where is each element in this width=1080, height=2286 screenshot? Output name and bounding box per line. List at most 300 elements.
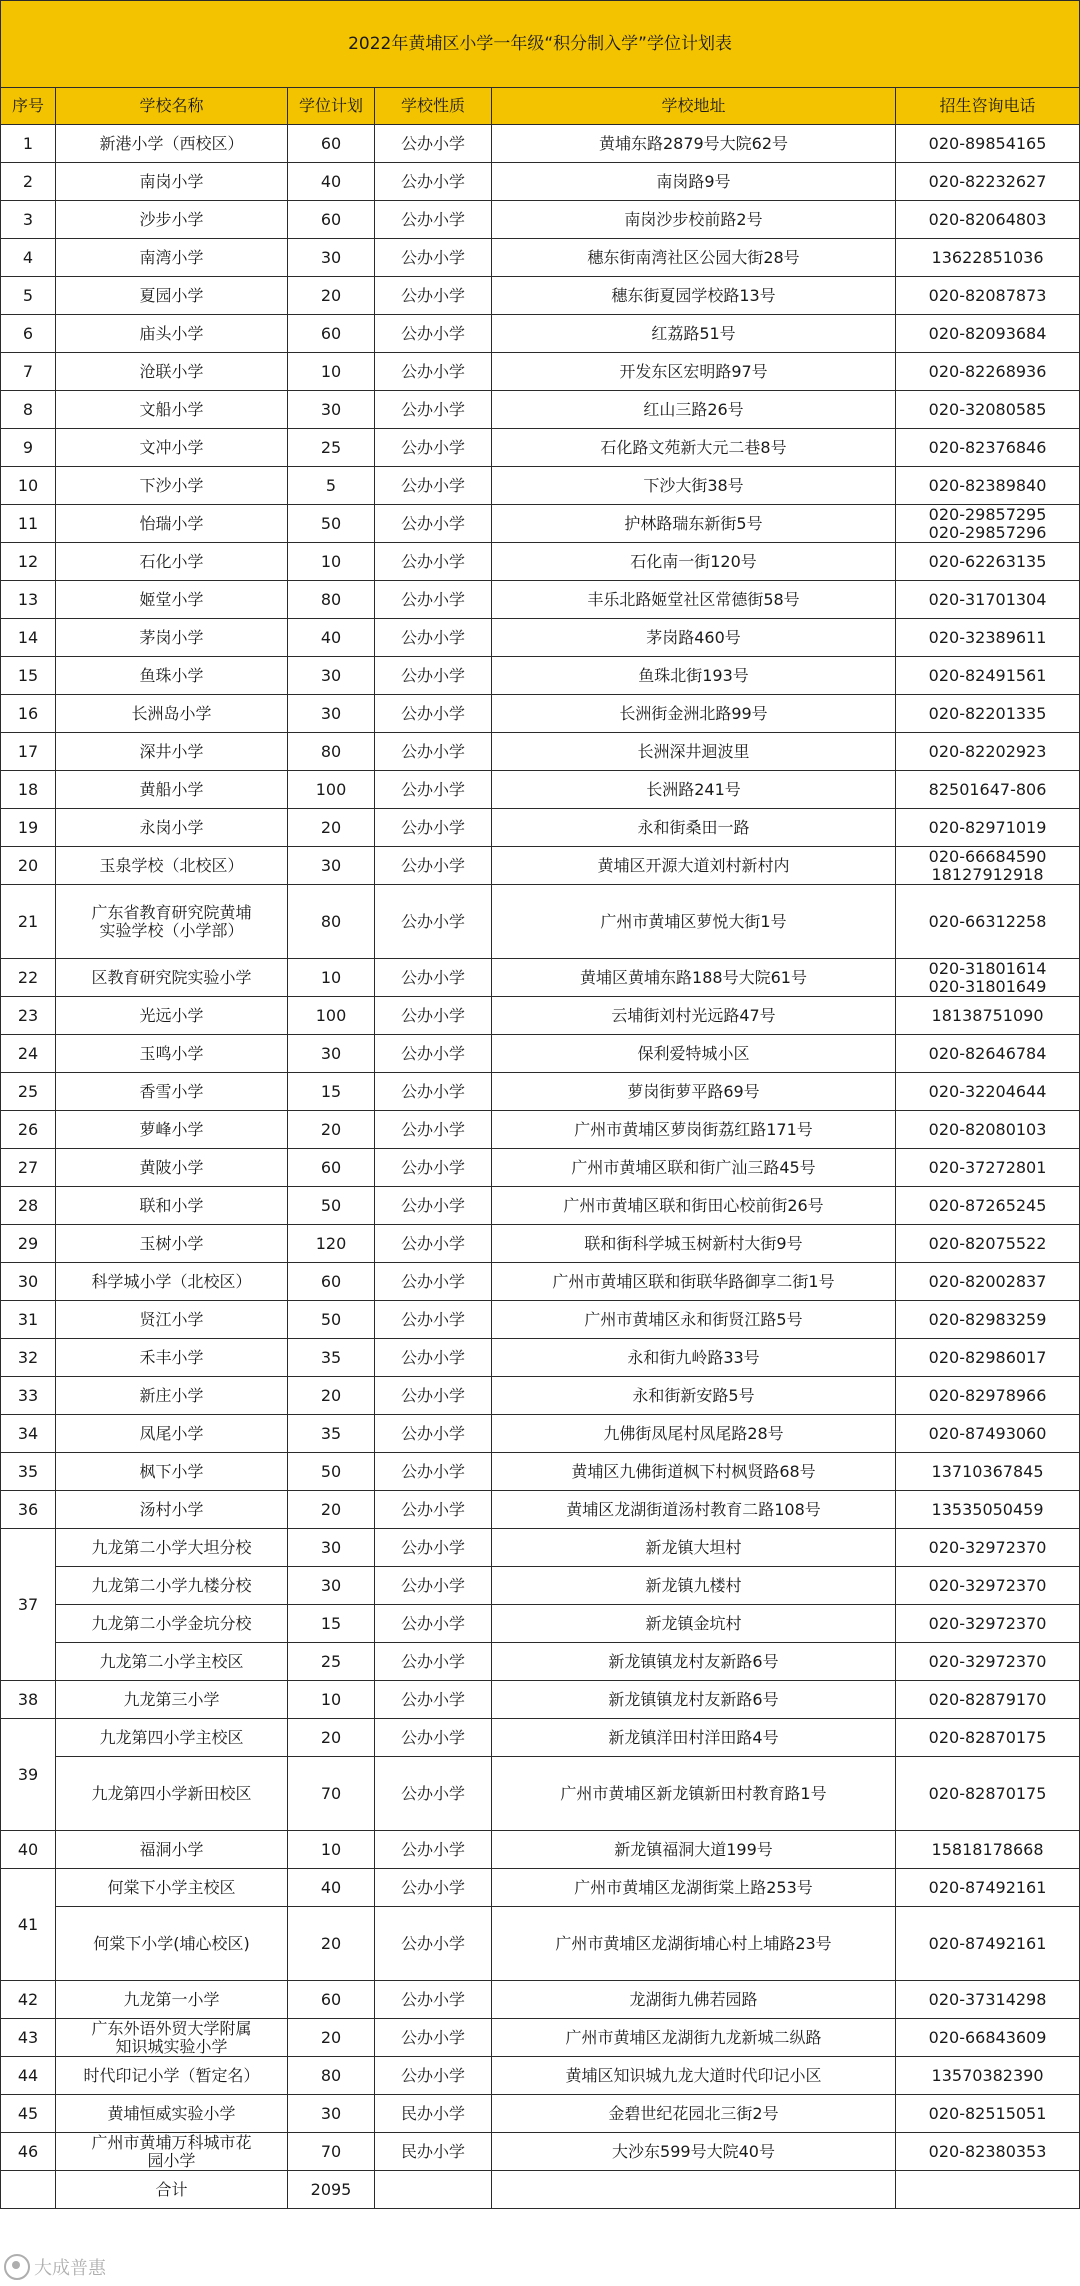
- table-row: [1, 1415, 1080, 1453]
- cell-plan: 120: [288, 1225, 375, 1263]
- cell-no: 42: [1, 1981, 56, 2019]
- cell-phone: [896, 2095, 1080, 2133]
- cell-phone: [896, 1377, 1080, 1415]
- cell-plan: 25: [288, 429, 375, 467]
- cell-no: 22: [1, 959, 56, 997]
- cell-no: 6: [1, 315, 56, 353]
- cell-address: 石化路文苑新大元二巷8号: [492, 429, 896, 467]
- phone-line: 020-82389840: [928, 475, 1047, 495]
- cell-no: 12: [1, 543, 56, 581]
- school-name-line: 知识城实验小学: [115, 2036, 228, 2056]
- cell-type: 公办小学: [375, 1757, 492, 1831]
- cell-no: 30: [1, 1263, 56, 1301]
- cell-school-name: 九龙第二小学金坑分校: [56, 1605, 288, 1643]
- cell-phone: [896, 1981, 1080, 2019]
- cell-type: 民办小学: [375, 2133, 492, 2171]
- phone-line: 020-32972370: [928, 1651, 1047, 1671]
- cell-no: 11: [1, 505, 56, 543]
- cell-school-name: 九龙第二小学主校区: [56, 1643, 288, 1681]
- cell-phone: [896, 543, 1080, 581]
- cell-school-name: 九龙第二小学九楼分校: [56, 1567, 288, 1605]
- cell-plan: 25: [288, 1643, 375, 1681]
- total-row: [1, 2171, 1080, 2209]
- table-row: [1, 1301, 1080, 1339]
- cell-no: 38: [1, 1681, 56, 1719]
- cell-school-name: 深井小学: [56, 733, 288, 771]
- cell-school-name: 黄埔恒威实验小学: [56, 2095, 288, 2133]
- cell-plan: 40: [288, 1869, 375, 1907]
- cell-no: 5: [1, 277, 56, 315]
- cell-address: 黄埔区龙湖街道汤村教育二路108号: [492, 1491, 896, 1529]
- watermark-text: 大成普惠: [34, 2258, 106, 2279]
- table-row: [1, 1643, 1080, 1681]
- phone-line: 020-32204644: [928, 1081, 1047, 1101]
- cell-address: 黄埔区知识城九龙大道时代印记小区: [492, 2057, 896, 2095]
- cell-plan: 20: [288, 2019, 375, 2057]
- cell-type: 公办小学: [375, 353, 492, 391]
- cell-plan: 30: [288, 1035, 375, 1073]
- cell-no: 29: [1, 1225, 56, 1263]
- cell-address: 广州市黄埔区龙湖街棠上路253号: [492, 1869, 896, 1907]
- school-name-line: 广东外语外贸大学附属: [91, 2018, 252, 2038]
- cell-address: 黄埔东路2879号大院62号: [492, 125, 896, 163]
- cell-address: 萝岗街萝平路69号: [492, 1073, 896, 1111]
- cell-phone: [896, 1301, 1080, 1339]
- cell-plan: 70: [288, 1757, 375, 1831]
- table-row: [1, 1981, 1080, 2019]
- cell-type: 公办小学: [375, 1453, 492, 1491]
- cell-address: 茅岗路460号: [492, 619, 896, 657]
- table-row: [1, 163, 1080, 201]
- cell-type: 公办小学: [375, 543, 492, 581]
- cell-school-name: 文船小学: [56, 391, 288, 429]
- cell-no: 15: [1, 657, 56, 695]
- cell-address: 黄埔区开源大道刘村新村内: [492, 847, 896, 885]
- cell-phone: [896, 1757, 1080, 1831]
- cell-address: 云埔街刘村光远路47号: [492, 997, 896, 1035]
- cell-address: 保利爱特城小区: [492, 1035, 896, 1073]
- cell-phone: [896, 695, 1080, 733]
- cell-plan: 100: [288, 997, 375, 1035]
- cell-address: 新龙镇九楼村: [492, 1567, 896, 1605]
- table-row: [1, 1491, 1080, 1529]
- cell-address: 丰乐北路姬堂社区常德街58号: [492, 581, 896, 619]
- cell-school-name: 玉树小学: [56, 1225, 288, 1263]
- cell-plan: 15: [288, 1073, 375, 1111]
- cell-plan: 10: [288, 959, 375, 997]
- cell-phone: [896, 353, 1080, 391]
- cell-school-name: 沙步小学: [56, 201, 288, 239]
- cell-phone: [896, 1529, 1080, 1567]
- cell-school-name: 鱼珠小学: [56, 657, 288, 695]
- cell-type: 公办小学: [375, 1263, 492, 1301]
- header-phone: 招生咨询电话: [896, 88, 1080, 125]
- phone-line: 82501647-806: [928, 779, 1047, 799]
- total-empty-cell: [896, 2171, 1080, 2209]
- phone-line: 020-82268936: [928, 361, 1047, 381]
- cell-phone: [896, 1225, 1080, 1263]
- total-empty-cell: [492, 2171, 896, 2209]
- header-type: 学校性质: [375, 88, 492, 125]
- school-name-line: 广州市黄埔万科城市花: [91, 2132, 252, 2152]
- cell-no: 2: [1, 163, 56, 201]
- cell-school-name: 萝峰小学: [56, 1111, 288, 1149]
- cell-school-name: 新港小学（西校区）: [56, 125, 288, 163]
- cell-plan: 35: [288, 1415, 375, 1453]
- cell-type: 公办小学: [375, 847, 492, 885]
- cell-phone: [896, 1869, 1080, 1907]
- cell-no: 44: [1, 2057, 56, 2095]
- cell-type: 公办小学: [375, 125, 492, 163]
- cell-type: 公办小学: [375, 1491, 492, 1529]
- phone-line: 020-82002837: [928, 1271, 1047, 1291]
- cell-phone: [896, 1111, 1080, 1149]
- cell-plan: 80: [288, 733, 375, 771]
- cell-school-name: 黄陂小学: [56, 1149, 288, 1187]
- cell-address: 鱼珠北街193号: [492, 657, 896, 695]
- phone-line: 020-87493060: [928, 1423, 1047, 1443]
- cell-no: 7: [1, 353, 56, 391]
- cell-phone: [896, 1073, 1080, 1111]
- cell-plan: 50: [288, 1187, 375, 1225]
- cell-phone: [896, 467, 1080, 505]
- school-name-line: 实验学校（小学部）: [99, 920, 244, 940]
- phone-line: 020-37314298: [928, 1989, 1047, 2009]
- cell-address: 南岗沙步校前路2号: [492, 201, 896, 239]
- phone-line: 020-82064803: [928, 209, 1047, 229]
- cell-plan: 30: [288, 657, 375, 695]
- table-row: [1, 1869, 1080, 1907]
- phone-line: 020-82515051: [928, 2103, 1047, 2123]
- cell-school-name: 光远小学: [56, 997, 288, 1035]
- cell-type: 公办小学: [375, 2019, 492, 2057]
- phone-line: 020-32972370: [928, 1613, 1047, 1633]
- phone-line: 020-82971019: [928, 817, 1047, 837]
- cell-phone: [896, 1263, 1080, 1301]
- cell-no: 18: [1, 771, 56, 809]
- cell-phone: [896, 163, 1080, 201]
- cell-type: 公办小学: [375, 771, 492, 809]
- cell-no: 32: [1, 1339, 56, 1377]
- cell-no: 40: [1, 1831, 56, 1869]
- table-row: [1, 543, 1080, 581]
- phone-line: 020-32972370: [928, 1537, 1047, 1557]
- cell-no: 35: [1, 1453, 56, 1491]
- cell-plan: 5: [288, 467, 375, 505]
- phone-line: 020-82491561: [928, 665, 1047, 685]
- cell-type: 公办小学: [375, 1605, 492, 1643]
- cell-phone: [896, 315, 1080, 353]
- cell-phone: [896, 1567, 1080, 1605]
- cell-plan: 70: [288, 2133, 375, 2171]
- cell-phone: [896, 505, 1080, 543]
- phone-line: 020-87265245: [928, 1195, 1047, 1215]
- cell-type: 公办小学: [375, 277, 492, 315]
- cell-plan: 10: [288, 353, 375, 391]
- cell-plan: 30: [288, 695, 375, 733]
- cell-phone: [896, 1339, 1080, 1377]
- total-blank-cell: [1, 2171, 56, 2209]
- table-row: [1, 201, 1080, 239]
- cell-phone: [896, 1415, 1080, 1453]
- table-row: [1, 1567, 1080, 1605]
- cell-type: 公办小学: [375, 1301, 492, 1339]
- cell-school-name: 贤江小学: [56, 1301, 288, 1339]
- cell-address: 九佛街凤尾村凤尾路28号: [492, 1415, 896, 1453]
- cell-plan: 30: [288, 391, 375, 429]
- phone-line: 020-66684590: [928, 846, 1047, 866]
- cell-no: 19: [1, 809, 56, 847]
- cell-address: 穗东街夏园学校路13号: [492, 277, 896, 315]
- cell-type: 公办小学: [375, 1225, 492, 1263]
- cell-plan: 20: [288, 809, 375, 847]
- cell-address: 黄埔区黄埔东路188号大院61号: [492, 959, 896, 997]
- table-row: [1, 125, 1080, 163]
- header-name: 学校名称: [56, 88, 288, 125]
- cell-phone: [896, 277, 1080, 315]
- cell-school-name: 何棠下小学(埔心校区): [56, 1907, 288, 1981]
- cell-no: 14: [1, 619, 56, 657]
- cell-school-name: 南岗小学: [56, 163, 288, 201]
- table-row: [1, 239, 1080, 277]
- cell-address: 大沙东599号大院40号: [492, 2133, 896, 2171]
- phone-line: 020-82376846: [928, 437, 1047, 457]
- cell-address: 长洲街金洲北路99号: [492, 695, 896, 733]
- cell-plan: 60: [288, 1149, 375, 1187]
- cell-type: 公办小学: [375, 959, 492, 997]
- cell-no: 4: [1, 239, 56, 277]
- header-no: 序号: [1, 88, 56, 125]
- cell-type: 公办小学: [375, 733, 492, 771]
- cell-school-name: 时代印记小学（暂定名）: [56, 2057, 288, 2095]
- cell-address: 红荔路51号: [492, 315, 896, 353]
- cell-type: 公办小学: [375, 391, 492, 429]
- cell-address: 广州市黄埔区龙湖街九龙新城二纵路: [492, 2019, 896, 2057]
- cell-address: 开发东区宏明路97号: [492, 353, 896, 391]
- cell-type: 公办小学: [375, 1111, 492, 1149]
- cell-school-name: 茅岗小学: [56, 619, 288, 657]
- cell-no: 3: [1, 201, 56, 239]
- cell-type: 公办小学: [375, 809, 492, 847]
- phone-line: 13570382390: [931, 2065, 1044, 2085]
- cell-address: 长洲深井迴波里: [492, 733, 896, 771]
- cell-phone: [896, 997, 1080, 1035]
- cell-no: 26: [1, 1111, 56, 1149]
- cell-address: 广州市黄埔区联和街田心校前街26号: [492, 1187, 896, 1225]
- cell-school-name: 枫下小学: [56, 1453, 288, 1491]
- table-row: [1, 847, 1080, 885]
- cell-phone: [896, 1831, 1080, 1869]
- cell-school-name: 玉泉学校（北校区）: [56, 847, 288, 885]
- cell-phone: [896, 2057, 1080, 2095]
- cell-no: 20: [1, 847, 56, 885]
- phone-line: 020-82201335: [928, 703, 1047, 723]
- watermark-logo-icon: [4, 2254, 30, 2280]
- cell-type: 公办小学: [375, 1073, 492, 1111]
- cell-plan: 60: [288, 315, 375, 353]
- cell-type: 公办小学: [375, 1529, 492, 1567]
- cell-type: 公办小学: [375, 239, 492, 277]
- cell-phone: [896, 1907, 1080, 1981]
- header-address: 学校地址: [492, 88, 896, 125]
- cell-school-name: 沧联小学: [56, 353, 288, 391]
- total-empty-cell: [375, 2171, 492, 2209]
- cell-school-name: 玉鸣小学: [56, 1035, 288, 1073]
- cell-no: 25: [1, 1073, 56, 1111]
- phone-line: 020-82087873: [928, 285, 1047, 305]
- cell-phone: [896, 619, 1080, 657]
- table-row: [1, 277, 1080, 315]
- phone-line: 18127912918: [931, 864, 1044, 884]
- table-row: [1, 771, 1080, 809]
- cell-plan: 60: [288, 201, 375, 239]
- cell-address: 黄埔区九佛街道枫下村枫贤路68号: [492, 1453, 896, 1491]
- cell-type: 公办小学: [375, 163, 492, 201]
- phone-line: 15818178668: [931, 1839, 1044, 1859]
- school-name-line: 广东省教育研究院黄埔: [91, 902, 252, 922]
- cell-school-name: 新庄小学: [56, 1377, 288, 1415]
- table-row: [1, 2133, 1080, 2171]
- cell-school-name: 石化小学: [56, 543, 288, 581]
- cell-no: 28: [1, 1187, 56, 1225]
- phone-line: 020-82986017: [928, 1347, 1047, 1367]
- cell-phone: [896, 1605, 1080, 1643]
- cell-no: 1: [1, 125, 56, 163]
- cell-no: 24: [1, 1035, 56, 1073]
- table-row: [1, 1907, 1080, 1981]
- cell-phone: [896, 1681, 1080, 1719]
- cell-address: 广州市黄埔区联和街联华路御享二街1号: [492, 1263, 896, 1301]
- cell-type: 公办小学: [375, 1415, 492, 1453]
- cell-no: 37: [1, 1529, 56, 1681]
- cell-phone: [896, 771, 1080, 809]
- cell-address: 新龙镇镇龙村友新路6号: [492, 1681, 896, 1719]
- cell-no: 27: [1, 1149, 56, 1187]
- table-row: [1, 619, 1080, 657]
- cell-school-name: 夏园小学: [56, 277, 288, 315]
- cell-type: 公办小学: [375, 1567, 492, 1605]
- cell-address: 永和街九岭路33号: [492, 1339, 896, 1377]
- cell-phone: [896, 125, 1080, 163]
- cell-plan: 50: [288, 1301, 375, 1339]
- cell-plan: 80: [288, 581, 375, 619]
- table-row: [1, 733, 1080, 771]
- cell-plan: 20: [288, 1491, 375, 1529]
- table-row: [1, 353, 1080, 391]
- table-row: [1, 1377, 1080, 1415]
- cell-address: 新龙镇福洞大道199号: [492, 1831, 896, 1869]
- phone-line: 020-31701304: [928, 589, 1047, 609]
- cell-plan: 60: [288, 125, 375, 163]
- phone-line: 020-82380353: [928, 2141, 1047, 2161]
- cell-address: 新龙镇大坦村: [492, 1529, 896, 1567]
- table-row: [1, 467, 1080, 505]
- cell-type: 公办小学: [375, 997, 492, 1035]
- table-row: [1, 505, 1080, 543]
- cell-address: 永和街新安路5号: [492, 1377, 896, 1415]
- cell-no: 17: [1, 733, 56, 771]
- cell-address: 南岗路9号: [492, 163, 896, 201]
- cell-phone: [896, 201, 1080, 239]
- cell-address: 永和街桑田一路: [492, 809, 896, 847]
- cell-phone: [896, 1149, 1080, 1187]
- phone-line: 020-82080103: [928, 1119, 1047, 1139]
- school-name-line: 园小学: [147, 2150, 196, 2170]
- cell-school-name: 下沙小学: [56, 467, 288, 505]
- cell-school-name: 怡瑞小学: [56, 505, 288, 543]
- cell-school-name: 长洲岛小学: [56, 695, 288, 733]
- table-row: [1, 429, 1080, 467]
- cell-school-name: 黄船小学: [56, 771, 288, 809]
- cell-type: 公办小学: [375, 467, 492, 505]
- total-value: 2095: [288, 2171, 375, 2209]
- cell-address: 广州市黄埔区新龙镇新田村教育路1号: [492, 1757, 896, 1831]
- cell-school-name: 福洞小学: [56, 1831, 288, 1869]
- cell-type: 民办小学: [375, 2095, 492, 2133]
- table-row: [1, 1339, 1080, 1377]
- phone-line: 13710367845: [931, 1461, 1044, 1481]
- table-row: [1, 391, 1080, 429]
- cell-school-name: 九龙第四小学新田校区: [56, 1757, 288, 1831]
- cell-no: 23: [1, 997, 56, 1035]
- cell-no: 9: [1, 429, 56, 467]
- cell-plan: 30: [288, 239, 375, 277]
- table-row: [1, 581, 1080, 619]
- cell-type: 公办小学: [375, 1981, 492, 2019]
- cell-phone: [896, 809, 1080, 847]
- cell-plan: 20: [288, 1377, 375, 1415]
- table-row: [1, 1605, 1080, 1643]
- cell-plan: 30: [288, 1529, 375, 1567]
- cell-phone: [896, 1035, 1080, 1073]
- cell-type: 公办小学: [375, 1187, 492, 1225]
- phone-line: 020-31801649: [928, 976, 1047, 996]
- cell-school-name: 何棠下小学主校区: [56, 1869, 288, 1907]
- cell-plan: 20: [288, 277, 375, 315]
- cell-no: 10: [1, 467, 56, 505]
- cell-phone: [896, 959, 1080, 997]
- cell-plan: 10: [288, 1831, 375, 1869]
- cell-type: 公办小学: [375, 1831, 492, 1869]
- cell-plan: 35: [288, 1339, 375, 1377]
- cell-phone: [896, 847, 1080, 885]
- cell-school-name: 南湾小学: [56, 239, 288, 277]
- cell-plan: 60: [288, 1263, 375, 1301]
- cell-no: 46: [1, 2133, 56, 2171]
- cell-plan: 40: [288, 163, 375, 201]
- cell-phone: [896, 885, 1080, 959]
- cell-address: 石化南一街120号: [492, 543, 896, 581]
- cell-no: 36: [1, 1491, 56, 1529]
- table-row: [1, 997, 1080, 1035]
- phone-line: 020-66843609: [928, 2027, 1047, 2047]
- cell-address: 新龙镇金坑村: [492, 1605, 896, 1643]
- cell-phone: [896, 429, 1080, 467]
- cell-address: 下沙大街38号: [492, 467, 896, 505]
- phone-line: 020-66312258: [928, 911, 1047, 931]
- table-row: [1, 315, 1080, 353]
- cell-no: 21: [1, 885, 56, 959]
- table-row: [1, 2019, 1080, 2057]
- cell-plan: 80: [288, 2057, 375, 2095]
- phone-line: 020-82093684: [928, 323, 1047, 343]
- cell-type: 公办小学: [375, 1149, 492, 1187]
- phone-line: 020-82202923: [928, 741, 1047, 761]
- cell-plan: 30: [288, 847, 375, 885]
- cell-school-name: 九龙第二小学大坦分校: [56, 1529, 288, 1567]
- cell-plan: 40: [288, 619, 375, 657]
- cell-address: 长洲路241号: [492, 771, 896, 809]
